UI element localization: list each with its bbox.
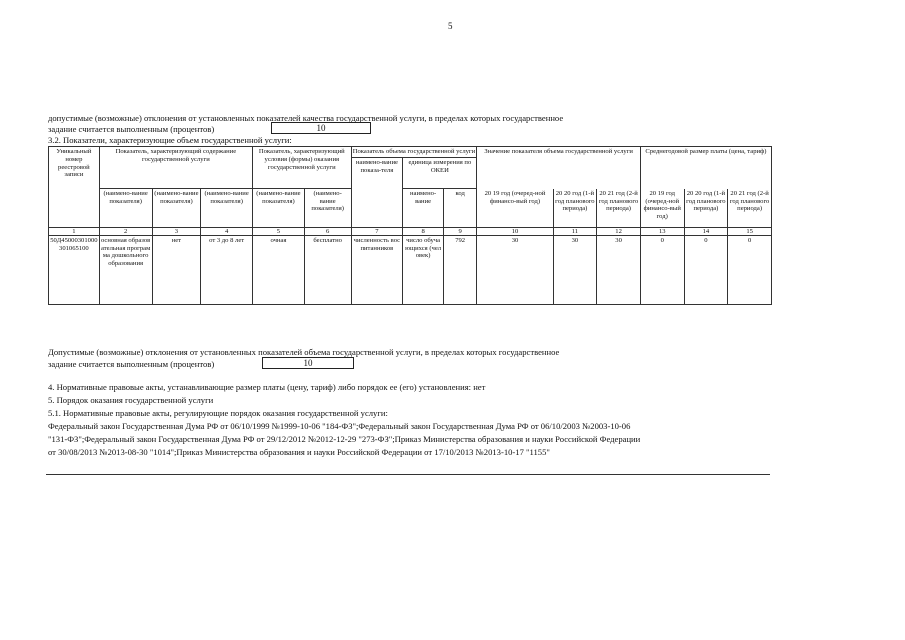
laws-line-2: "131-ФЗ";Федеральный закон Государственная Дума РФ от 29/12/2012 №2012-12-29 "273-ФЗ";Приказ Министерства образования и науки Российской Федерации [48,434,641,444]
cell-age: от 3 до 8 лет [201,235,253,304]
header-price-year-2020: 20 20 год (1-й год планового периода) [684,189,728,228]
column-number: 7 [351,227,403,235]
column-number: 8 [403,227,444,235]
header-volume-value: Значение показателя объема государственной услуги [477,147,640,189]
column-number: 11 [553,227,597,235]
column-number: 6 [304,227,351,235]
volume-deviation-value[interactable]: 10 [262,357,354,369]
paragraph-5: 5. Порядок оказания государственной услуги [48,395,214,405]
header-price-year-2019: 20 19 год (очеред-ной финансо-вый год) [640,189,684,228]
cell-value-2019: 30 [477,235,553,304]
cell-unique-number: 50Д45000301000301065100 [49,235,100,304]
header-year-2019: 20 19 год (очеред-ной финансо-вый год) [477,189,553,228]
column-number: 2 [99,227,152,235]
paragraph-4: 4. Нормативные правовые акты, устанавливающие размер платы (цену, тариф) либо порядок ее (его) установления: нет [48,382,486,392]
header-sub-2: (наимено-вание показателя) [152,189,201,228]
volume-deviation-text-1: Допустимые (возможные) отклонения от установленных показателей объема государственной услуги, в пределах которых государственное [48,347,560,357]
quality-deviation-text-1: допустимые (возможные) отклонения от установленных показателей качества государственной услуги, в пределах которых государственное [48,113,564,123]
column-number: 10 [477,227,553,235]
quality-deviation-text-2: задание считается выполненным (процентов) [48,124,215,134]
column-number: 3 [152,227,201,235]
header-sub-4: (наимено-вание показателя) [253,189,305,228]
header-unit-code: код [443,188,477,227]
table-row [49,235,772,304]
header-unit: единица измерения по ОКЕИ [403,157,477,188]
header-sub-1: (наимено-вание показателя) [99,189,152,228]
column-number: 15 [728,227,772,235]
cell-unit-code: 792 [443,235,477,304]
header-price-year-2021: 20 21 год (2-й год планового периода) [728,189,772,228]
header-year-2020: 20 20 год (1-й год планового периода) [553,189,597,228]
header-sub-5: (наимено-вание показателя) [304,189,351,228]
laws-line-1: Федеральный закон Государственная Дума РФ от 06/10/1999 №1999-10-06 "184-ФЗ";Федеральный закон Государственная Дума РФ от 06/10/2003 №2003-10-06 [48,421,631,431]
cell-form: очная [253,235,305,304]
header-average-price: Среднегодовой размер платы (цена, тариф) [640,147,771,189]
cell-unit-name: число обучающихся (человек) [403,235,444,304]
column-number: 12 [597,227,641,235]
divider [46,474,770,475]
header-volume-indicator: Показатель объема государственной услуги [351,147,477,158]
header-indicator-name: наимено-вание показа-теля [351,157,403,227]
header-year-2021: 20 21 год (2-й год планового периода) [597,189,641,228]
laws-line-3: от 30/08/2013 №2013-08-30 "1014";Приказ Министерства образования и науки Российской Федерации от 17/10/2013 №2013-10-17 "1155" [48,447,550,457]
page-number: 5 [448,21,453,31]
header-unit-name: наимено-вание [403,188,444,227]
section-title: 3.2. Показатели, характеризующие объем государственной услуги: [48,135,292,145]
cell-indicator-name: численность воспитанников [351,235,403,304]
quality-deviation-value[interactable]: 10 [271,122,371,134]
paragraph-5-1: 5.1. Нормативные правовые акты, регулирующие порядок оказания государственной услуги: [48,408,388,418]
cell-value-2021: 30 [597,235,641,304]
volume-deviation-text-2: задание считается выполненным (процентов) [48,359,215,369]
column-number: 9 [443,227,477,235]
column-numbers-row [49,227,772,235]
column-number: 5 [253,227,305,235]
volume-indicators-table [48,146,772,305]
cell-price-2019: 0 [640,235,684,304]
header-content-indicator: Показатель, характеризующий содержание государственной услуги [99,147,252,189]
column-number: 14 [684,227,728,235]
cell-payment: бесплатно [304,235,351,304]
column-number: 13 [640,227,684,235]
cell-price-2021: 0 [728,235,772,304]
column-number: 4 [201,227,253,235]
header-unique-number: Уникальный номер реестровой записи [49,147,100,189]
header-sub-3: (наимено-вание показателя) [201,189,253,228]
cell-value-2020: 30 [553,235,597,304]
cell-content-2: нет [152,235,201,304]
cell-content: основная образовательная программа дошкольного образования [99,235,152,304]
cell-price-2020: 0 [684,235,728,304]
column-number: 1 [49,227,100,235]
header-conditions-indicator: Показатель, характеризующий условия (формы) оказания государственной услуги [253,147,351,189]
